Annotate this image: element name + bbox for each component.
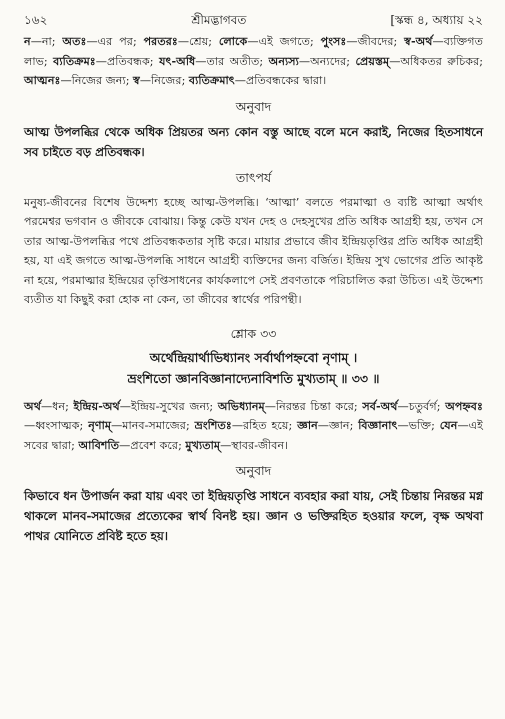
synonym-term: মুখ্যতাম্ — [185, 437, 221, 452]
translation-text-2: কিভাবে ধন উপার্জন করা যায় এবং তা ইন্দ্রিয়তৃপ্তি সাধনে ব্যবহার করা যায়, সেই চিন্তায় নিরন্তর মগ্ন থাকলে মানব-সমাজের প্রত্যেকের স্বার্থ বিনষ্ট হয়। জ্ঞান ও ভক্তিরহিত হওয়ার ফলে, বৃক্ষ অথবা পাথর যোনিতে প্রবিষ্ট হতে হয়। — [24, 489, 483, 543]
synonym-meaning: এর পর; — [97, 35, 144, 48]
synonym-term: আত্মনঃ — [24, 73, 61, 87]
synonym-term: অপহ্নবঃ — [445, 398, 483, 413]
synonym-term: অতঃ — [62, 34, 87, 48]
synonym-meaning: এই জগতে; — [258, 35, 321, 48]
synonym-meaning: না; — [41, 35, 63, 48]
synonym-term: লোকে — [218, 34, 248, 48]
synonym-term: ন — [24, 34, 31, 48]
shloka-title: শ্লোক ৩৩ — [230, 325, 277, 341]
translation-heading: অনুবাদ — [235, 98, 272, 114]
synonym-meaning: নিজের; — [151, 74, 189, 87]
synonym-term: পুংসঃ — [320, 34, 347, 48]
synonym-term: প্রেয়স্তম্ — [355, 53, 390, 68]
synonym-meaning: অধিকতর রুচিকর; — [400, 54, 483, 68]
synonym-term: স্ব-অর্থ — [404, 34, 433, 48]
synonym-meaning: স্থাবর-জীবন। — [231, 438, 289, 452]
synonym-meaning: চতুর্বর্গ; — [408, 399, 446, 413]
synonym-term: ব্যতিক্রমঃ — [53, 53, 96, 68]
synonym-term: সর্ব-অর্থ — [362, 398, 398, 413]
synonym-term: ভ্রংশিতঃ — [194, 418, 232, 432]
word-synonyms-bottom: অর্থ—ধন; ইন্দ্রিয়-অর্থ—ইন্দ্রিয়-সুখের জন্য; অভিধ্যানম্—নিরন্তর চিন্তা করে; সর্ব-অর্থ—চতুর্বর্গ; অপহ্নবঃ—ধ্বংসাত্মক; নৃণাম্—মানব-সমাজের; ভ্রংশিতঃ—রহিত হয়ে; জ্ঞান—জ্ঞান; বিজ্ঞানাৎ—ভক্তি; যেন—এই সবের দ্বারা; আবিশতি—প্রবেশ করে; মুখ্যতাম্—স্থাবর-জীবন। — [24, 398, 483, 452]
page-header — [24, 12, 483, 32]
page-number: ১৬২ — [24, 13, 48, 27]
purport-heading: তাৎপর্য — [235, 169, 272, 185]
synonym-term: জ্ঞান — [297, 418, 318, 432]
synonym-meaning: রহিত হয়ে; — [243, 419, 298, 432]
synonym-meaning: ধন; — [52, 399, 74, 413]
translation-text: আত্ম উপলব্ধির থেকে অধিক প্রিয়তর অন্য কোন বস্তু আছে বলে মনে করাই, নিজের হিতসাধনে সব চাইতে বড় প্রতিবন্ধক। — [24, 124, 483, 159]
book-title: শ্রীমদ্ভাগবত — [191, 13, 247, 27]
synonym-meaning: শ্রেয়; — [189, 35, 219, 48]
synonym-term: অন্যস্য — [268, 53, 299, 68]
synonym-meaning: জ্ঞান; — [328, 419, 359, 432]
synonym-term: অভিধ্যানম্ — [217, 398, 265, 413]
synonym-meaning: জীবদের; — [357, 35, 405, 48]
synonym-meaning: ধ্বংসাত্মক; — [35, 419, 89, 432]
synonym-term: ব্যতিক্রমাৎ — [188, 73, 235, 87]
synonym-meaning: অন্যদের; — [310, 54, 356, 68]
synonym-meaning: তার অতীত; — [206, 54, 269, 68]
synonym-meaning: প্রতিবন্ধকের দ্বারা। — [245, 74, 327, 87]
purport-text: মনুষ্য-জীবনের বিশেষ উদ্দেশ্য হচ্ছে আত্ম-উপলব্ধি। ‘আত্মা’ বলতে পরমাত্মা ও ব্যষ্টি আত্মা অর্থাৎ পরমেশ্বর ভগবান ও জীবকে বোঝায়। কিন্তু কেউ যখন দেহ ও দেহসুখের প্রতি অধিক আগ্রহী হয়, তখন সে তার আত্ম-উপলব্ধির পথে প্রতিবন্ধকতার সৃষ্টি করে। মায়ার প্রভাবে জীব ইন্দ্রিয়তৃপ্তির প্রতি অধিক আগ্রহী হয়, যা এই জগতে আত্ম-উপলব্ধি সাধনে আগ্রহী ব্যক্তিদের জন্য বর্জিত। ইন্দ্রিয় সুখ ভোগের প্রতি আকৃষ্ট না হয়ে, পরমাত্মার ইন্দ্রিয়ের তৃপ্তিসাধনের কার্যকলাপে সেই প্রবণতাকে পরিচালিত করা উচিত। এই উদ্দেশ্য ব্যতীত যা কিছুই করা হোক না কেন, তা জীবের স্বার্থের পরিপন্থী। — [24, 195, 483, 306]
synonym-term: স্ব — [133, 73, 140, 87]
synonym-meaning: প্রবেশ করে; — [130, 438, 186, 452]
synonym-term: বিজ্ঞানাৎ — [358, 418, 398, 432]
synonym-meaning: নিজের জন্য; — [71, 74, 134, 87]
synonym-meaning: ভক্তি; — [408, 419, 440, 432]
verse-line-1: অর্থেন্দ্রিয়ার্থাভিধ্যানং সর্বার্থাপহ্নবো নৃণাম্ । — [149, 349, 358, 365]
synonym-meaning: ব্যক্তিগত লাভ; — [24, 35, 483, 68]
synonym-term: যেন — [439, 418, 458, 432]
synonym-term: ইন্দ্রিয়-অর্থ — [73, 398, 120, 413]
translation-heading-2: অনুবাদ — [235, 463, 272, 478]
synonym-term: যৎ-অধি — [159, 53, 196, 68]
synonym-meaning: মানব-সমাজের; — [122, 419, 195, 432]
word-synonyms-top: ন—না; অতঃ—এর পর; পরতরঃ—শ্রেয়; লোকে—এই জগতে; পুংসঃ—জীবদের; স্ব-অর্থ—ব্যক্তিগত লাভ; ব্যতিক্রমঃ—প্রতিবন্ধক; যৎ-অধি—তার অতীত; অন্যস্য—অন্যদের; প্রেয়স্তম্—অধিকতর রুচিকর; আত্মনঃ—নিজের জন্য; স্ব—নিজের; ব্যতিক্রমাৎ—প্রতিবন্ধকের দ্বারা। — [24, 34, 483, 87]
synonym-meaning: এই সবের দ্বারা; — [24, 419, 483, 452]
verse-line-2: ভ্রংশিতো জ্ঞানবিজ্ঞানাদ্যেনাবিশতি মুখ্যতাম্ ॥ ৩৩ ॥ — [127, 370, 380, 386]
synonym-term: পরতরঃ — [143, 34, 178, 48]
synonym-meaning: প্রতিবন্ধক; — [106, 54, 160, 68]
synonym-term: নৃণাম্ — [88, 418, 112, 432]
synonym-term: অর্থ — [24, 398, 41, 413]
synonym-meaning: ইন্দ্রিয়-সুখের জন্য; — [130, 399, 218, 413]
synonym-term: আবিশতি — [78, 437, 120, 452]
canto-chapter: [স্কন্ধ ৪, অধ্যায় ২২ — [390, 13, 483, 27]
synonym-meaning: নিরন্তর চিন্তা করে; — [275, 399, 363, 413]
